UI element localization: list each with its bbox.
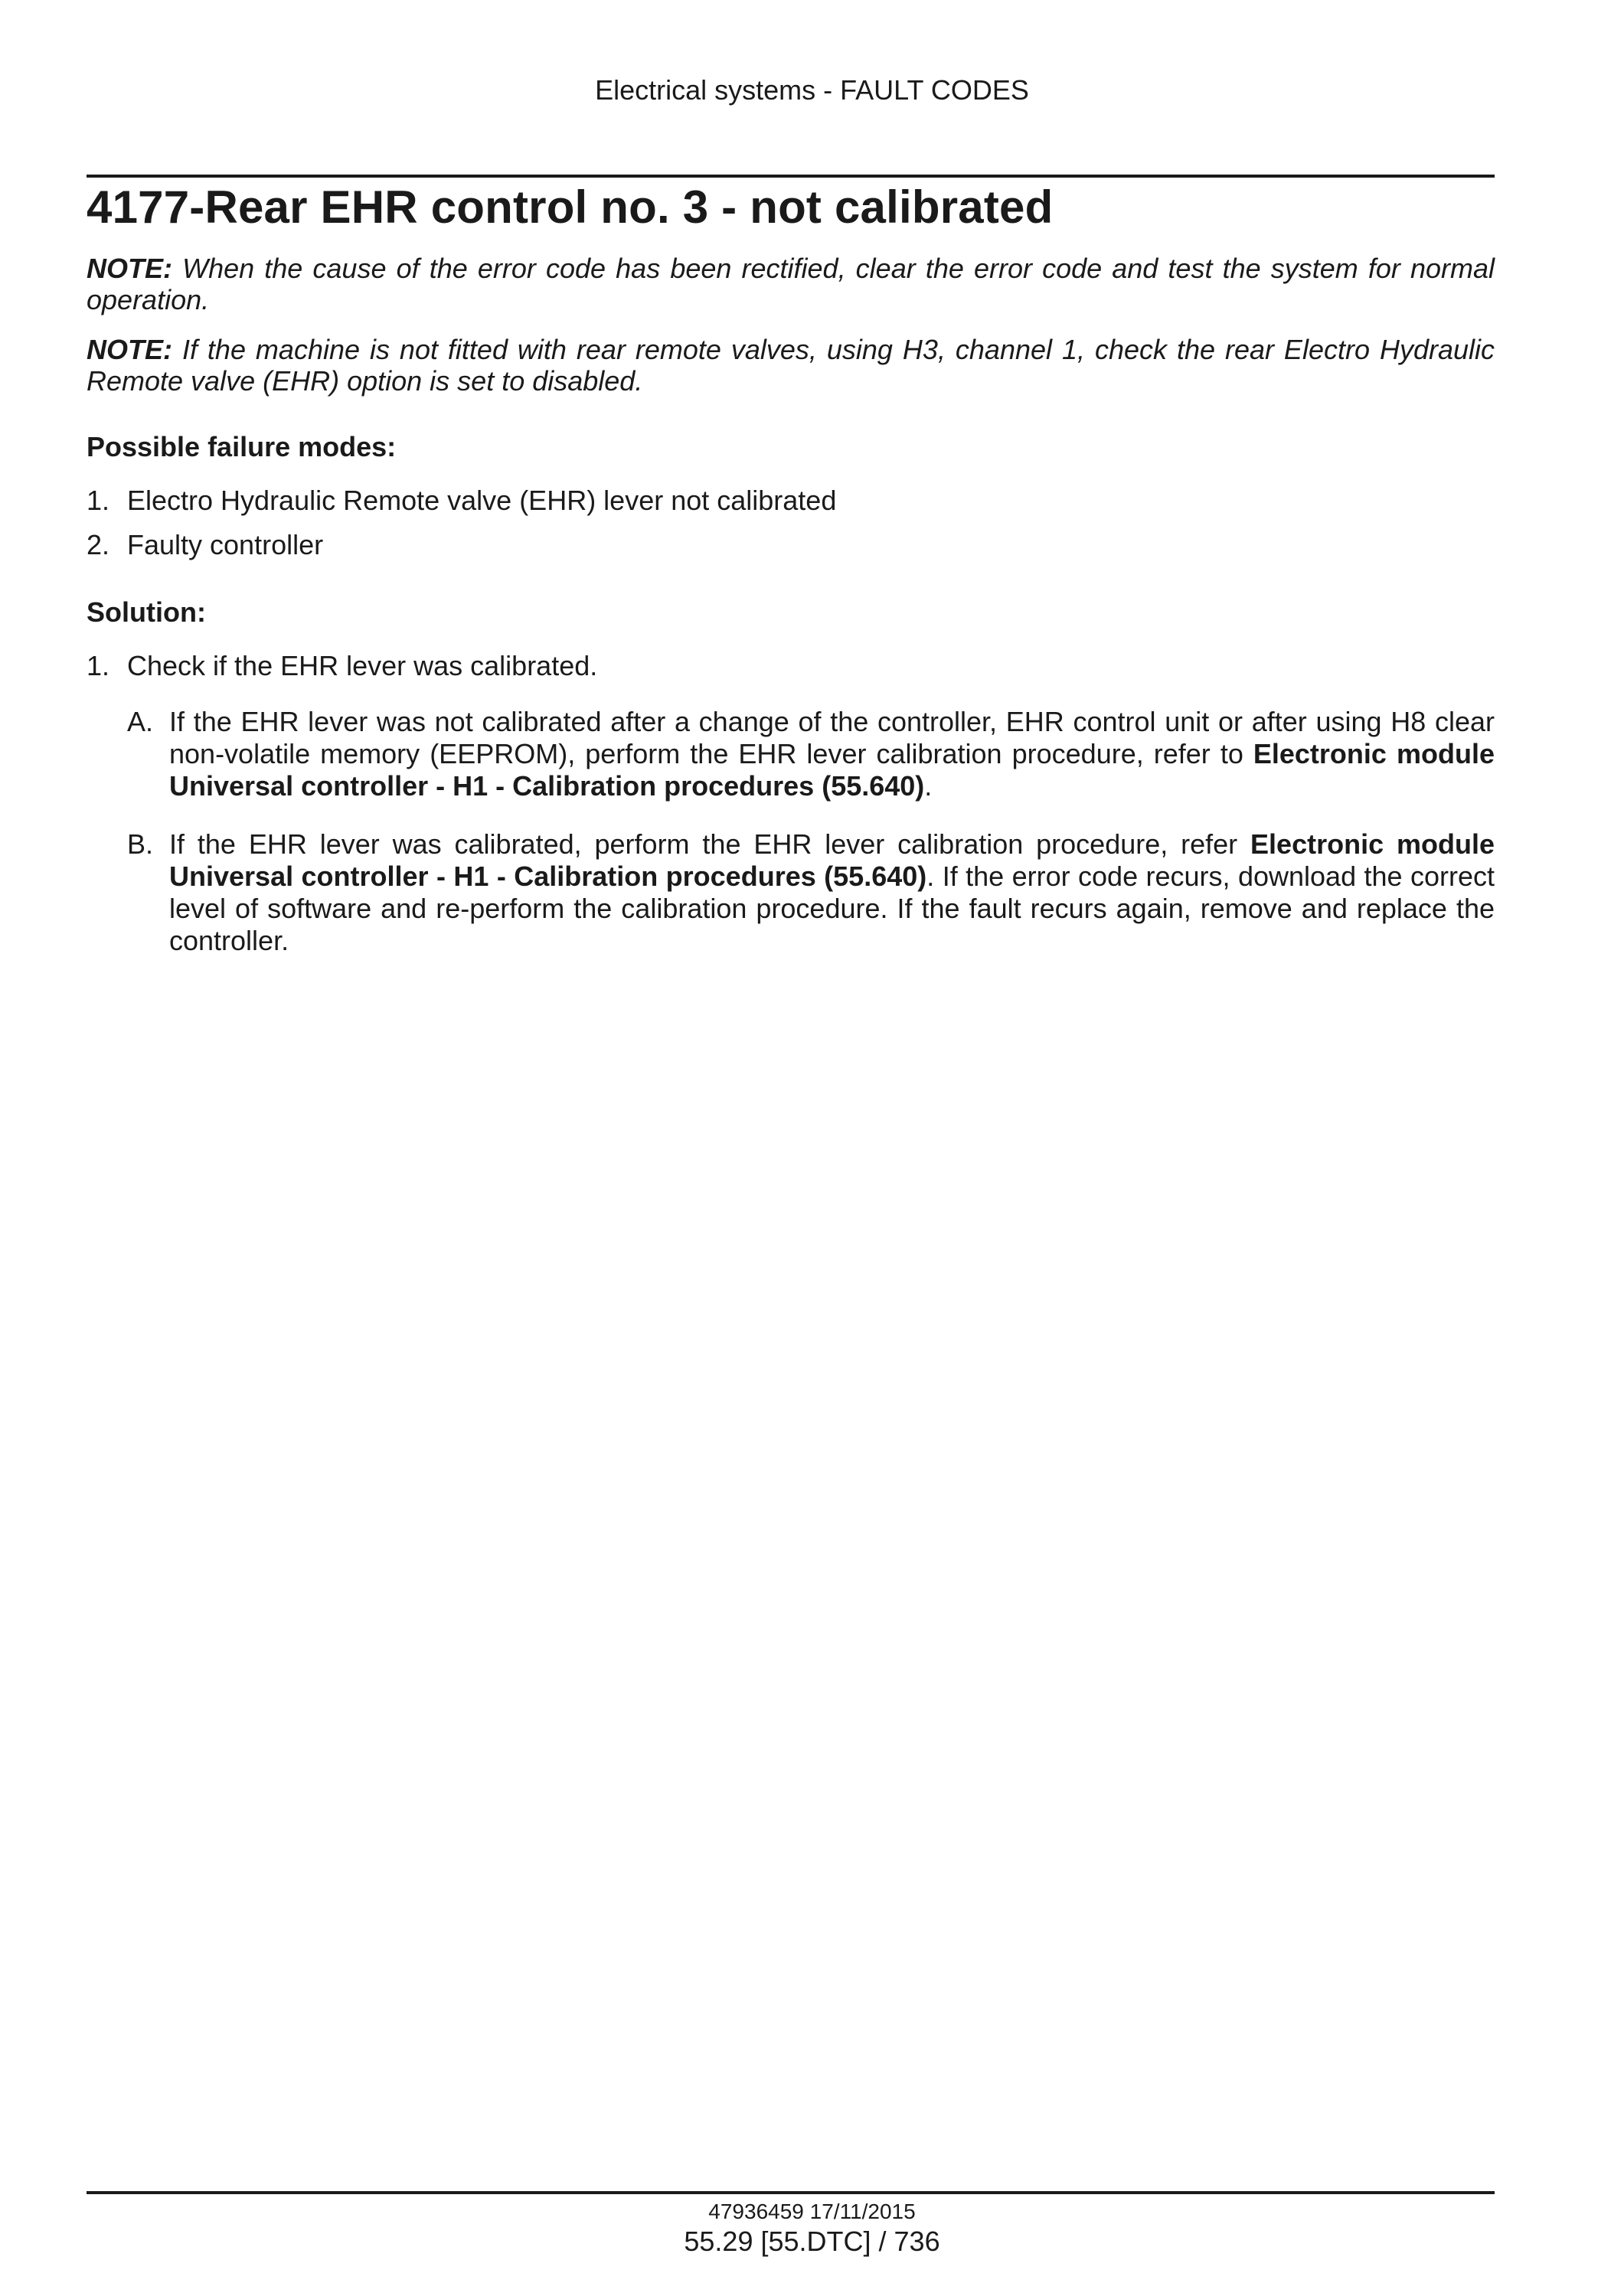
solution-substeps: [87, 706, 1495, 957]
cross-reference-link[interactable]: Electronic module Universal controller - H1 - Calibration procedures (55.640): [169, 738, 1495, 802]
document-id: 47936459 17/11/2015: [708, 2200, 916, 2223]
substep-b: [87, 828, 1495, 957]
page-body: [87, 178, 1495, 983]
substep-a: [87, 706, 1495, 802]
list-item-text: Electro Hydraulic Remote valve (EHR) lever not calibrated: [127, 485, 837, 516]
list-item: [87, 484, 1495, 518]
footer-divider: [87, 2191, 1495, 2194]
note-label: NOTE:: [87, 253, 172, 284]
note-label: NOTE:: [87, 334, 172, 365]
note-paragraph: [87, 334, 1495, 397]
list-number: 1.: [87, 650, 110, 681]
substep-marker: A.: [127, 706, 154, 737]
list-number: 1.: [87, 485, 110, 516]
solution-step: [87, 649, 1495, 957]
substep-text: If the EHR lever was calibrated, perform the EHR lever calibration procedure, refer: [169, 828, 1251, 860]
note-text: If the machine is not fitted with rear remote valves, using H3, channel 1, check the rear Electro Hydraulic Remote valve (EHR) option is set to disabled.: [87, 334, 1495, 397]
substep-text: If the EHR lever was not calibrated after a change of the controller, EHR control unit or after using H8 clear non-volatile memory (EEPROM), perform the EHR lever calibration procedure, refer to: [169, 706, 1495, 769]
note-text: When the cause of the error code has been rectified, clear the error code and test the system for normal operation.: [87, 253, 1495, 315]
substep-text-end: .: [924, 770, 933, 802]
list-item-text: Faulty controller: [127, 529, 324, 560]
note-paragraph: [87, 253, 1495, 315]
failure-modes-heading: Possible failure modes:: [87, 431, 397, 462]
substep-marker: B.: [127, 828, 154, 860]
solution-steps-list: [87, 649, 1495, 957]
running-header: Electrical systems - FAULT CODES: [595, 74, 1029, 106]
solution-heading: Solution:: [87, 596, 206, 628]
substep-text-end: . If the error code recurs, download the correct level of software and re-perform the calibration procedure. If the fault recurs again, remove and replace the controller.: [169, 861, 1495, 956]
solution-step-text: Check if the EHR lever was calibrated.: [127, 650, 598, 681]
list-number: 2.: [87, 529, 110, 560]
page-number: 55.29 [55.DTC] / 736: [684, 2226, 940, 2257]
cross-reference-link[interactable]: Electronic module Universal controller - H1 - Calibration procedures (55.640): [169, 828, 1495, 892]
failure-modes-list: [87, 484, 1495, 562]
list-item: [87, 528, 1495, 562]
fault-code-title: 4177-Rear EHR control no. 3 - not calibrated: [87, 181, 1054, 233]
